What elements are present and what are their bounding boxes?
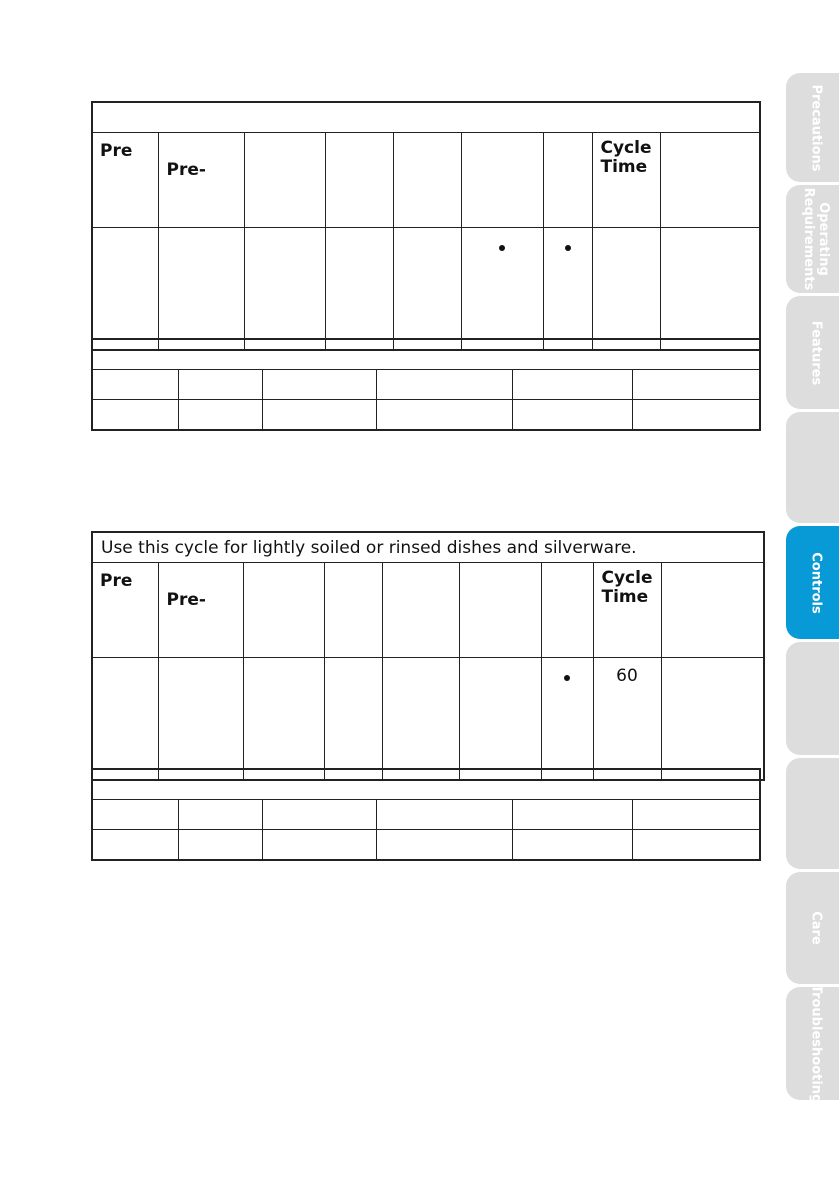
tab-label: Troubleshooting — [808, 984, 824, 1103]
options-cell — [178, 370, 262, 400]
header-pre-wash: Pre- — [158, 133, 244, 228]
header-cell — [661, 563, 764, 658]
header-cycle-line2: Time — [601, 587, 649, 607]
bullet-dot — [499, 245, 505, 251]
body-cell — [92, 228, 158, 351]
header-cell — [244, 133, 325, 228]
options-cell — [262, 800, 376, 830]
options-cell — [512, 830, 632, 861]
cycle-description — [92, 102, 760, 133]
body-cell — [243, 658, 324, 781]
tab-blank-2[interactable] — [786, 642, 839, 755]
header-cell — [393, 133, 461, 228]
options-cell — [376, 400, 512, 431]
header-cell — [382, 563, 459, 658]
tab-label: Precautions — [808, 83, 824, 172]
body-cell — [660, 228, 760, 351]
options-cell — [92, 830, 178, 861]
body-cell — [244, 228, 325, 351]
body-cell — [393, 228, 461, 351]
header-cycle-line2: Time — [600, 157, 648, 177]
body-cell — [459, 658, 541, 781]
body-cell — [382, 658, 459, 781]
header-cycle-line1: Cycle — [601, 568, 653, 588]
options-cell — [376, 830, 512, 861]
options-cell — [632, 400, 760, 431]
body-cell — [158, 658, 243, 781]
options-title — [92, 339, 760, 370]
tab-troubleshooting[interactable] — [786, 984, 839, 1103]
options-table-1 — [91, 338, 761, 431]
options-title — [92, 769, 760, 800]
options-table-2 — [91, 768, 761, 861]
body-cell-dot — [543, 228, 592, 351]
tab-label-line2: Requirements — [801, 187, 816, 291]
options-cell — [262, 370, 376, 400]
tab-label-line1: Operating — [816, 202, 831, 276]
options-cell — [178, 800, 262, 830]
options-cell — [632, 800, 760, 830]
header-cell — [541, 563, 593, 658]
bullet-dot — [565, 245, 571, 251]
tab-precautions[interactable] — [786, 73, 839, 182]
bullet-dot — [564, 675, 570, 681]
tab-blank-3[interactable] — [786, 758, 839, 869]
body-cell — [92, 658, 158, 781]
options-cell — [262, 830, 376, 861]
options-cell — [632, 370, 760, 400]
tab-label: Controls — [808, 551, 824, 614]
header-pre-wash: Pre- — [158, 563, 243, 658]
cycle-table-1 — [91, 101, 761, 351]
body-cell — [661, 658, 764, 781]
tab-controls[interactable] — [786, 526, 839, 639]
header-pre: Pre — [92, 133, 158, 228]
options-cell — [262, 400, 376, 431]
cycle-time-value — [592, 228, 660, 351]
tab-operating-requirements[interactable] — [786, 185, 839, 293]
options-cell — [376, 370, 512, 400]
body-cell — [324, 658, 382, 781]
header-cycle-time — [592, 133, 660, 228]
header-cell — [660, 133, 760, 228]
tab-label: Care — [808, 911, 824, 945]
header-cell — [324, 563, 382, 658]
header-cell — [543, 133, 592, 228]
options-cell — [376, 800, 512, 830]
options-cell — [632, 830, 760, 861]
header-pre: Pre — [92, 563, 158, 658]
options-cell — [512, 800, 632, 830]
tab-label: Features — [808, 320, 824, 385]
options-cell — [178, 400, 262, 431]
options-cell — [512, 400, 632, 431]
body-cell — [158, 228, 244, 351]
body-cell-dot — [461, 228, 543, 351]
tab-label — [801, 188, 831, 291]
header-cycle-time — [593, 563, 661, 658]
options-cell — [512, 370, 632, 400]
cycle-table-2 — [91, 531, 765, 781]
options-cell — [92, 400, 178, 431]
header-cell — [461, 133, 543, 228]
body-cell — [325, 228, 393, 351]
options-cell — [92, 370, 178, 400]
header-cycle-line1: Cycle — [600, 138, 652, 158]
options-cell — [178, 830, 262, 861]
header-cell — [243, 563, 324, 658]
tab-care[interactable] — [786, 872, 839, 984]
cycle-description: Use this cycle for lightly soiled or rinsed dishes and silverware. — [92, 532, 764, 563]
options-cell — [92, 800, 178, 830]
header-cell — [325, 133, 393, 228]
cycle-time-value: 60 — [593, 658, 661, 781]
tab-features[interactable] — [786, 296, 839, 409]
body-cell-dot — [541, 658, 593, 781]
header-cell — [459, 563, 541, 658]
tab-blank-1[interactable] — [786, 412, 839, 523]
